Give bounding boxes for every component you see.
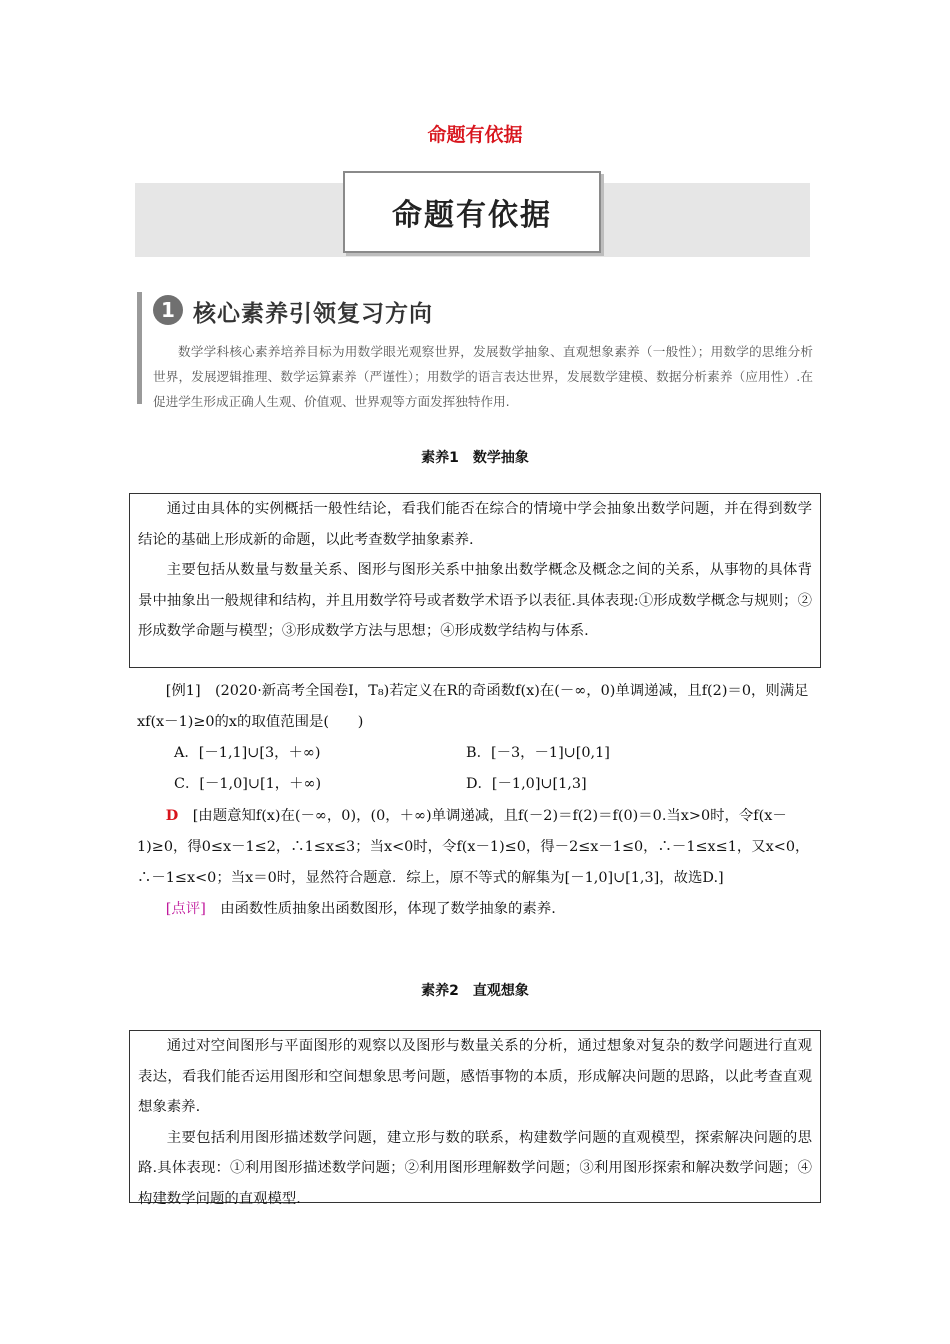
example-question: (2020·新高考全国卷Ⅰ，T₈)若定义在R的奇函数f(x)在(－∞，0)单调递减，且f(2)＝0，则满足xf(x－1)≥0的x的取值范围是( ) [137, 683, 809, 730]
answer-letter: D [165, 807, 179, 824]
suyang2-heading: 素养2 直观想象 [421, 983, 529, 999]
page-title: 命题有依据 [427, 124, 523, 146]
title-banner [343, 171, 601, 253]
suyang2-description-box [129, 1030, 821, 1207]
option-d: D．[－1,0]∪[1,3] [466, 776, 587, 792]
section-title: 核心素养引领复习方向 [193, 301, 433, 327]
example-1 [137, 676, 813, 925]
section-intro: 数学学科核心素养培养目标为用数学眼光观察世界，发展数学抽象、直观想象素养（一般性）；用数学的思维分析世界，发展逻辑推理、数学运算素养（严谨性）；用数学的语言表达世界，发展数学建模、数据分析素养（应用性）.在促进学生形成正确人生观、价值观、世界观等方面发挥独特作用. [153, 344, 813, 409]
option-b: B．[－3，－1]∪[0,1] [466, 745, 610, 761]
options-row-2 [137, 769, 813, 800]
section-number-badge: 1 [153, 295, 183, 325]
options-row-1 [137, 738, 813, 769]
suyang1-heading: 素养1 数学抽象 [421, 450, 529, 466]
solution-text: [由题意知f(x)在(－∞，0)，(0，＋∞)单调递减，且f(－2)＝f(2)＝f(0)＝0.当x>0时，令f(x－1)≥0，得0≤x－1≤2，∴1≤x≤3；当x<0时，令f(x－1)≤0，得－2≤x－1≤0，∴－1≤x≤1，又x<0，∴－1≤x<0；当x＝0时，显然符合题意．综上，原不等式的解集为[－1,0]∪[1,3]，故选D.] [137, 808, 810, 886]
option-c: C．[－1,0]∪[1，＋∞) [174, 776, 322, 792]
suyang1-box-paragraph-1: 通过由具体的实例概括一般性结论，看我们能否在综合的情境中学会抽象出数学问题，并在得到数学结论的基础上形成新的命题，以此考查数学抽象素养. [138, 501, 812, 548]
comment-label: [点评] [165, 901, 206, 917]
suyang1-box-paragraph-2: 主要包括从数量与数量关系、图形与图形关系中抽象出数学概念及概念之间的关系，从事物的具体背景中抽象出一般规律和结构，并且用数学符号或者数学术语予以表征.具体表现:①形成数学概念与规则；②形成数学命题与模型；③形成数学方法与思想；④形成数学结构与体系. [138, 562, 812, 639]
suyang2-box-paragraph-2: 主要包括利用图形描述数学问题，建立形与数的联系，构建数学问题的直观模型，探索解决问题的思路.具体表现：①利用图形描述数学问题；②利用图形理解数学问题；③利用图形探索和解决数学问题；④构建数学问题的直观模型. [138, 1129, 812, 1207]
suyang2-box-paragraph-1: 通过对空间图形与平面图形的观察以及图形与数量关系的分析，通过想象对复杂的数学问题进行直观表达，看我们能否运用图形和空间想象思考问题，感悟事物的本质，形成解决问题的思路，以此考查直观想象素养. [138, 1038, 812, 1115]
comment-text: 由函数性质抽象出函数图形，体现了数学抽象的素养. [220, 901, 556, 917]
suyang1-description-box [129, 493, 821, 668]
example-label: [例1] [165, 683, 201, 699]
banner-title: 命题有依据 [392, 198, 552, 233]
section-side-bar [137, 292, 142, 404]
option-a: A．[－1,1]∪[3，＋∞) [174, 745, 321, 761]
